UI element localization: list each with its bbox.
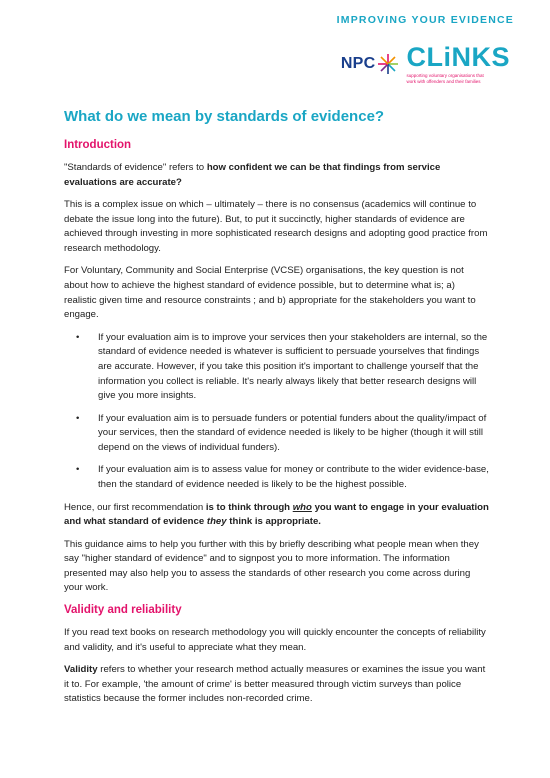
page-header: [337, 14, 514, 26]
list-item: • If your evaluation aim is to improve your services then your stakeholders are internal, so the standard of evidence needed is whatever is sufficient to persuade yourselves that findings are accurate. However, if you take this position it's important to challenge yourself that the information you collect is reliable. It's nearly always likely that better research designs will give you more insights.: [64, 331, 490, 404]
section-heading-introduction: Introduction: [64, 139, 132, 151]
validity-paragraph-2: Validity refers to whether your research method actually measures or examines the issue you want it to. For example, 'the amount of crime' is better measured through victim surveys than police statistics because the former includes non-recorded crime.: [64, 664, 486, 705]
clinks-tagline: supporting voluntary organisations that work with offenders and their families: [406, 73, 484, 84]
npc-star-icon: [377, 53, 399, 75]
npc-logo: [341, 53, 399, 75]
intro-paragraph-1: "Standards of evidence" refers to how confident we can be that findings from service evaluations are accurate?: [64, 162, 441, 188]
npc-logo-text: NPC: [340, 55, 376, 73]
clinks-logo: [407, 44, 511, 85]
bullet-icon: •: [76, 464, 80, 476]
header-tag: IMPROVING YOUR EVIDENCE: [336, 14, 514, 26]
document-body: [64, 100, 490, 715]
intro-paragraph-2: This is a complex issue on which – ultimately – there is no consensus (academics will continue to debate the issue long into the future). But, to put it succinctly, higher standards of evidence are achieved through investing in more sophisticated research designs and adopting good practice from research methodology.: [64, 199, 488, 254]
section-heading-validity: Validity and reliability: [64, 604, 182, 617]
list-item: • If your evaluation aim is to assess value for money or contribute to the wider evidence-base, then the standard of evidence needed is likely to be the highest possible.: [64, 463, 490, 492]
page-title: What do we mean by standards of evidence?: [64, 108, 385, 125]
clinks-logo-text: CLiNKS: [406, 42, 510, 72]
intro-paragraph-4: This guidance aims to help you further with this by briefly describing what people mean when they say "higher standard of evidence" and to signpost you to more information. The information presented may also help you to assess the standards of other research you come across during your work.: [64, 538, 479, 594]
intro-paragraph-3: For Voluntary, Community and Social Enterprise (VCSE) organisations, the key question is not about how to achieve the highest standard of evidence possible, but to determine what is; a) realistic given time and resource constraints ; and b) appropriate for the stakeholders you want to engage.: [64, 265, 476, 321]
bullet-icon: •: [76, 412, 80, 424]
recommendation-paragraph: Hence, our first recommendation is to think through who you want to engage in your evaluation and what standard of evidence they think is appropriate.: [64, 501, 489, 528]
bullet-icon: •: [76, 331, 80, 343]
list-item: • If your evaluation aim is to persuade funders or potential funders about the quality/impact of your services, then the standard of evidence needed is likely to be higher (though it will still depend on the views of individual funders).: [64, 412, 490, 456]
evaluation-aims-list: [64, 331, 490, 493]
validity-paragraph-1: If you read text books on research methodology you will quickly encounter the concepts of reliability and validity, and it's useful to appreciate what they mean.: [64, 627, 486, 653]
logo-bar: [341, 44, 510, 85]
